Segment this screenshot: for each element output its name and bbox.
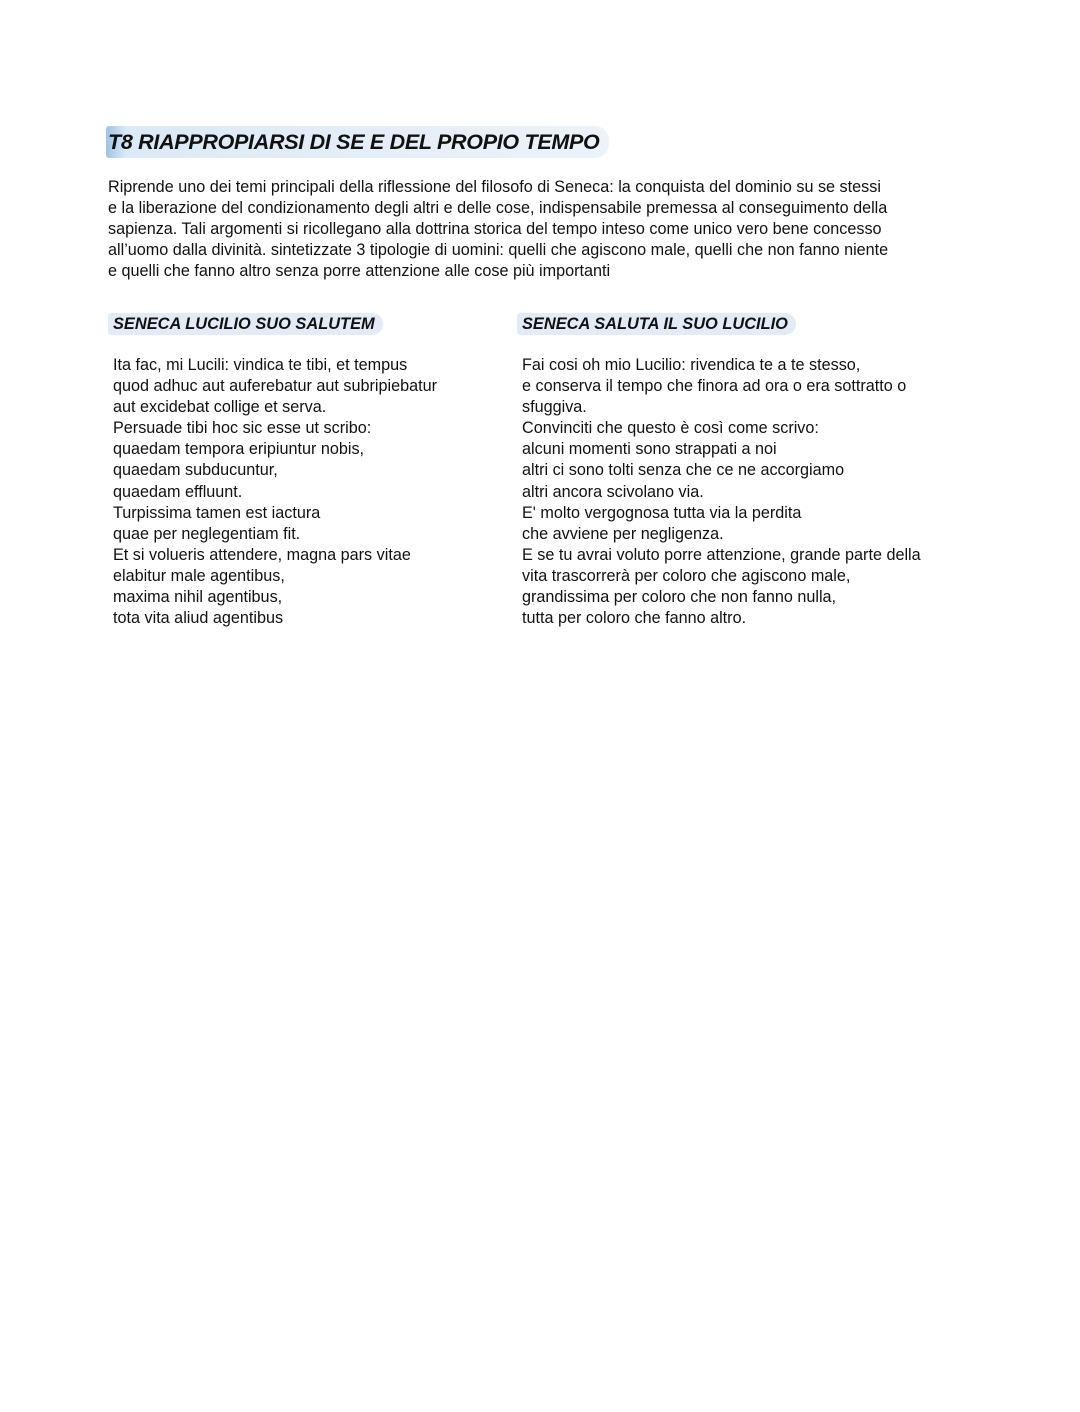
italian-line: tutta per coloro che fanno altro. bbox=[522, 609, 747, 628]
italian-line: Convinciti che questo è così come scrivo: bbox=[522, 419, 819, 438]
intro-line: e quelli che fanno altro senza porre attenzione alle cose più importanti bbox=[108, 262, 611, 280]
latin-line: quae per neglegentiam fit. bbox=[113, 524, 301, 543]
italian-line: e conserva il tempo che finora ad ora o era sottratto o bbox=[522, 377, 907, 396]
italian-heading: SENECA SALUTA IL SUO LUCILIO bbox=[517, 313, 796, 335]
intro-line: e la liberazione del condizionamento degli altri e delle cose, indispensabile premessa al conseguimento della bbox=[108, 199, 888, 217]
italian-column bbox=[517, 313, 987, 629]
italian-line: E se tu avrai voluto porre attenzione, grande parte della bbox=[522, 545, 921, 564]
latin-line: Ita fac, mi Lucili: vindica te tibi, et tempus bbox=[113, 356, 408, 374]
italian-line: che avviene per negligenza. bbox=[522, 524, 724, 543]
italian-line: vita trascorrerà per coloro che agiscono male, bbox=[522, 566, 851, 585]
latin-line: elabitur male agentibus, bbox=[113, 566, 285, 585]
latin-line: quaedam tempora eripiuntur nobis, bbox=[113, 440, 365, 459]
italian-line: altri ci sono tolti senza che ce ne accorgiamo bbox=[522, 461, 845, 480]
latin-line: aut excidebat collige et serva. bbox=[113, 398, 327, 417]
italian-line: alcuni momenti sono strappati a noi bbox=[522, 440, 777, 459]
latin-line: quaedam effluunt. bbox=[113, 482, 243, 501]
latin-heading: SENECA LUCILIO SUO SALUTEM bbox=[108, 313, 383, 335]
latin-line: Et si volueris attendere, magna pars vitae bbox=[113, 545, 411, 564]
italian-line: sfuggiva. bbox=[522, 398, 587, 417]
italian-line: altri ancora scivolano via. bbox=[522, 482, 704, 501]
latin-column bbox=[108, 313, 488, 629]
latin-line: Turpissima tamen est iactura bbox=[113, 503, 321, 522]
latin-line: tota vita aliud agentibus bbox=[113, 609, 284, 628]
latin-text bbox=[113, 355, 488, 629]
latin-line: maxima nihil agentibus, bbox=[113, 588, 283, 607]
latin-line: quod adhuc aut auferebatur aut subripiebatur bbox=[113, 377, 437, 396]
italian-line: grandissima per coloro che non fanno nulla, bbox=[522, 588, 837, 607]
intro-paragraph bbox=[108, 177, 988, 282]
italian-line: Fai cosi oh mio Lucilio: rivendica te a te stesso, bbox=[522, 356, 861, 374]
italian-text bbox=[522, 355, 987, 629]
intro-line: all’uomo dalla divinità. sintetizzate 3 tipologie di uomini: quelli che agiscono male, quelli che non fanno niente bbox=[108, 241, 889, 259]
latin-line: Persuade tibi hoc sic esse ut scribo: bbox=[113, 419, 372, 438]
intro-line: Riprende uno dei temi principali della riflessione del filosofo di Seneca: la conquista del dominio su se stessi bbox=[108, 178, 881, 196]
italian-line: E' molto vergognosa tutta via la perdita bbox=[522, 503, 802, 522]
intro-line: sapienza. Tali argomenti si ricollegano alla dottrina storica del tempo inteso come unico vero bene concesso bbox=[108, 220, 882, 238]
latin-line: quaedam subducuntur, bbox=[113, 461, 278, 480]
page-title: T8 RIAPPROPIARSI DI SE E DEL PROPIO TEMPO bbox=[106, 126, 609, 158]
